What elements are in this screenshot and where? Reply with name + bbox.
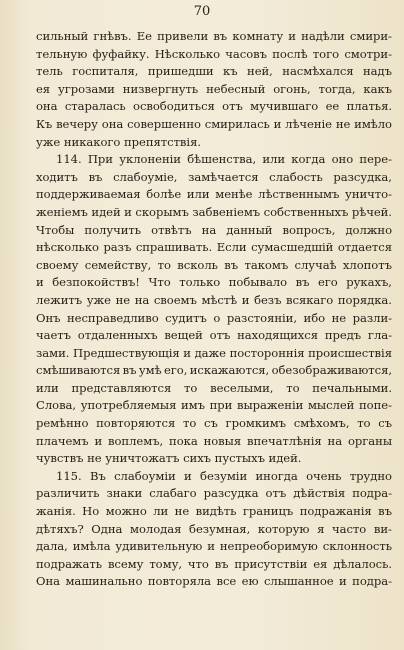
text-line: чувствъ не уничтожатъ сихъ пустыхъ идей. [36, 451, 302, 466]
text-line: 114. При уклоненіи бѣшенства, или когда оно пере- [56, 152, 392, 167]
text-line: дала, имѣла удивительную и непреоборимую склонность [36, 539, 392, 554]
text-line: различить знаки слабаго разсудка отъ дѣйствія подра- [36, 486, 392, 501]
text-line: смѣшиваются въ умѣ его, искажаются, обезображиваются, [36, 363, 392, 378]
body-text [36, 28, 392, 591]
text-line: жанія. Но можно ли не видѣть границъ подражанія въ [36, 504, 392, 519]
page-number: 70 [193, 4, 211, 19]
text-line: своему семейству, то всколь въ такомъ случаѣ хлопотъ [36, 257, 392, 272]
text-line: тель госпиталя, пришедши къ ней, насмѣхался надъ [36, 64, 392, 79]
text-line: лежитъ уже не на своемъ мѣстѣ и безъ всякаго порядка. [36, 292, 392, 307]
text-line: Къ вечеру она совершенно смирилась и лѣченіе не имѣло [36, 116, 392, 131]
text-line: чаетъ отдаленныхъ вещей отъ находящихся предъ гла- [36, 328, 392, 343]
text-line: подражать всему тому, что въ присутствіи ея дѣлалось. [36, 556, 392, 571]
text-line: дѣтяхъ? Одна молодая безумная, которую я часто ви- [36, 521, 392, 536]
text-line: Онъ несправедливо судитъ о разстояніи, ибо не разли- [36, 310, 392, 325]
text-line: или представляются то веселыми, то печальными. [36, 380, 392, 395]
text-line: Слова, употребляемыя имъ при выраженіи мыслей попе- [36, 398, 392, 413]
text-line: тельную фуфайку. Нѣсколько часовъ послѣ того смотри- [36, 46, 392, 61]
text-line: поддерживаемая болѣе или менѣе лѣственнымъ уничто- [36, 187, 392, 202]
text-line: плачемъ и воплемъ, пока новыя впечатлѣнія на органы [36, 433, 392, 448]
text-line: Чтобы получить отвѣтъ на данный вопросъ, должно [36, 222, 392, 237]
text-line: ремѣнно повторяются то съ громкимъ смѣхомъ, то съ [36, 416, 392, 431]
text-line: нѣсколько разъ спрашивать. Если сумасшедшій отдается [36, 240, 392, 255]
text-line: и безпокойствъ! Что только побывало въ его рукахъ, [36, 275, 392, 290]
text-line: 115. Въ слабоуміи и безуміи иногда очень трудно [56, 468, 392, 483]
text-line: ходитъ въ слабоуміе, замѣчается слабость разсудка, [36, 169, 392, 184]
text-line: она старалась освободиться отъ мучившаго ее платья. [36, 99, 392, 114]
text-line: уже никакого препятствія. [36, 134, 201, 149]
text-line: зами. Предшествующія и даже постороннія происшествія [36, 345, 392, 360]
text-line: сильный гнѣвъ. Ее привели въ комнату и надѣли смири- [36, 29, 392, 43]
text-line: женіемъ идей и скорымъ забвеніемъ собственныхъ рѣчей. [36, 204, 392, 219]
text-line: ея угрозами низвергнуть небесный огонь, тогда, какъ [36, 81, 392, 96]
text-line: Она машинально повторяла все ею слышанное и подра- [36, 574, 392, 589]
